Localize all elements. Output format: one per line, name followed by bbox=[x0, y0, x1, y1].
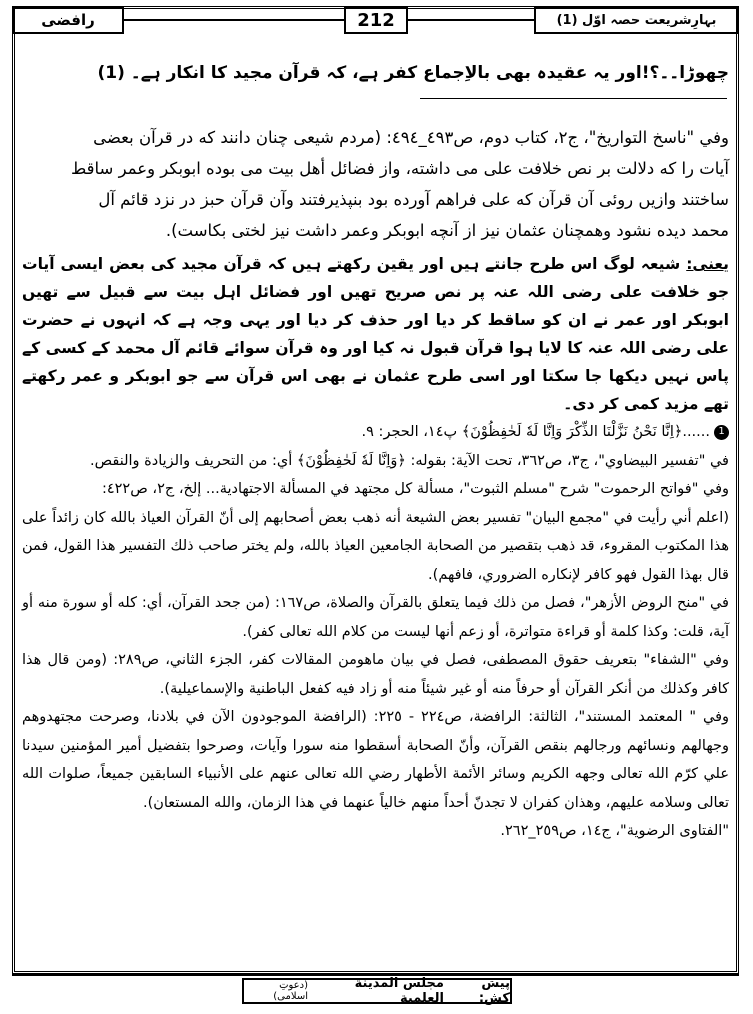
translation-label: یعنی: bbox=[686, 255, 729, 273]
footnotes bbox=[22, 418, 729, 846]
page-header bbox=[12, 6, 739, 36]
persian-quote bbox=[22, 122, 729, 246]
footnote-paragraph: وفي "الشفاء" بتعريف حقوق المصطفى، فصل في بيان ماهومن المقالات كفر، الجزء الثاني، ص٢٨٩: (ومن قال هذا كافر وكذلك من أنكر القرآن أو حرفاً منه أو غير شيئاً منه أو زاد فيه كفعل الباطنية والإسماعيلية). bbox=[22, 652, 729, 697]
footnote-1 bbox=[22, 418, 729, 447]
publisher-name: مجلس المدينة العلمية bbox=[354, 976, 444, 1006]
page-number: 212 bbox=[344, 6, 408, 34]
footnote-paragraph: (اعلم أني رأيت في "مجمع البيان" تفسير بعض الشيعة أنه ذهب بعض أصحابهم إلى أنّ القرآن العياذ بالله كان زائداً على هذا المكتوب المقروء، قد ذهب بتقصير من الصحابة الجامعين العياذ بالله، ولم يختر صاحب ذلك التفسير هذا القول، فمن قال بهذا القول فهو كافر لإنكاره الضروري، فافهم). bbox=[22, 509, 729, 583]
chapter-title: رافضی bbox=[12, 6, 124, 34]
persian-line: آیات را که دلالت بر نص خلافت علی می داشته، واز فضائل أهل بیت می بوده ابوبکر وعمر ساقط bbox=[70, 159, 729, 178]
header-rule-right bbox=[408, 19, 534, 21]
publisher-footer bbox=[242, 978, 512, 1004]
persian-line: وفي "ناسخ التواريخ"، ج٢، كتاب دوم، ص٤٩٣_٤٩٤: (مردم شیعی چنان دانند که در قرآن بعضی bbox=[93, 128, 729, 147]
header-rule-left bbox=[124, 19, 344, 21]
footnote-paragraph: في "منح الروض الأزهر"، فصل من ذلك فيما يتعلق بالقرآن والصلاة، ص١٦٧: (من جحد القرآن، أي: كله أو سورة منه أو آية، قلت: وكذا كلمة أو قراءة متواترة، أو زعم أنها ليست من كلام الله تعالى كفر). bbox=[22, 595, 729, 640]
footer-prefix: پیش کش: bbox=[478, 976, 510, 1006]
publisher-sub: (دعوتِ اسلامی) bbox=[273, 980, 308, 1002]
footnote-number-badge: 1 bbox=[714, 425, 729, 440]
footnote-paragraph: في "تفسير البيضاوي"، ج٣، ص٣٦٢، تحت الآية: بقوله: ﴿وَاِنَّا لَهٗ لَحٰفِظُوْنَ﴾ أي: من التحريف والزيادة والنقص. bbox=[90, 452, 729, 469]
translation-text: شیعہ لوگ اس طرح جانتے ہیں اور یقین رکھتے ہیں کہ قرآن مجید کی بعض ایسی آیات جو خلافت علی رضی اللہ عنہ پر نص صریح تھیں اور فضائل اہل بیت سے قبیل سے تھیں ابوبکر اور عمر نے ان کو ساقط کر دیا اور حذف کر دیا اور یہی وجہ ہے کہ انہوں نے حضرت علی رضی اللہ عنہ کا لایا ہوا قرآن قبول نہ کیا اور وہ قرآن سوائے قائم آل محمد کے کسی کے پاس نہیں دیکھا جا سکتا اور اسی طرح عثمان نے بھی اس قرآن سے جو ابوبکر و عمر رکھتے تھے مزید کمی کر دی۔ bbox=[22, 255, 729, 413]
book-title: بہارِشریعت حصہ اوّل (1) bbox=[534, 6, 739, 34]
footnote-text: ......﴿اِنَّا نَحْنُ نَزَّلْنَا الذِّكْرَ وَاِنَّا لَهٗ لَحٰفِظُوْنَ﴾ پ١٤، الحجر: ٩. bbox=[361, 424, 710, 440]
persian-line: محمد دیده نشود وهمچنان عثمان نیز از آنچه ابوبکر وعمر داشت نیز لختی بکاست). bbox=[165, 221, 729, 240]
urdu-main-text: چھوڑا۔۔؟!اور یہ عقیدہ بھی بالاِجماع کفر ہے، کہ قرآن مجید کا انکار ہے۔ (1) bbox=[97, 63, 729, 83]
footnote-paragraph: وفي "فواتح الرحموت" شرح "مسلم الثبوت"، مسألة كل مجتهد في المسألة الاجتهادية... إلخ، ج٢، ص٤٢٢: bbox=[101, 481, 729, 497]
footnote-paragraph: "الفتاوى الرضوية"، ج١٤، ص٢٥٩_٢٦٢. bbox=[500, 823, 729, 839]
persian-line: ساختند وازیں روئی آن قرآن که علی فراهم آورده بود بنپذیرفتند وآن قرآن حبز در نزد قائم آل bbox=[98, 190, 729, 209]
footnote-paragraph: وفي " المعتمد المستند"، الثالثة: الرافضة، ص٢٢٤ - ٢٢٥: (الرافضة الموجودون الآن في بلادنا، وصرحت مجتهدوهم وجهالهم ونسائهم ورجالهم بنقص القرآن، وأنّ الصحابة أسقطوا منه سورا وآيات، وصرحوا بتفضيل أمير المؤمنين سيدنا علي كرّم الله تعالى وجهه الكريم وسائر الأئمة الأطهار رضي الله تعالى عنهم على الأنبياء السابقين جميعاً، صلوات الله تعالى وسلامه عليهم، وهذان كفران لا تجدنّ أحداً منهم خالياً عنهما في هذا الزمان، والله المستعان). bbox=[22, 709, 730, 811]
footnote-separator bbox=[420, 98, 727, 99]
urdu-translation bbox=[22, 250, 729, 418]
